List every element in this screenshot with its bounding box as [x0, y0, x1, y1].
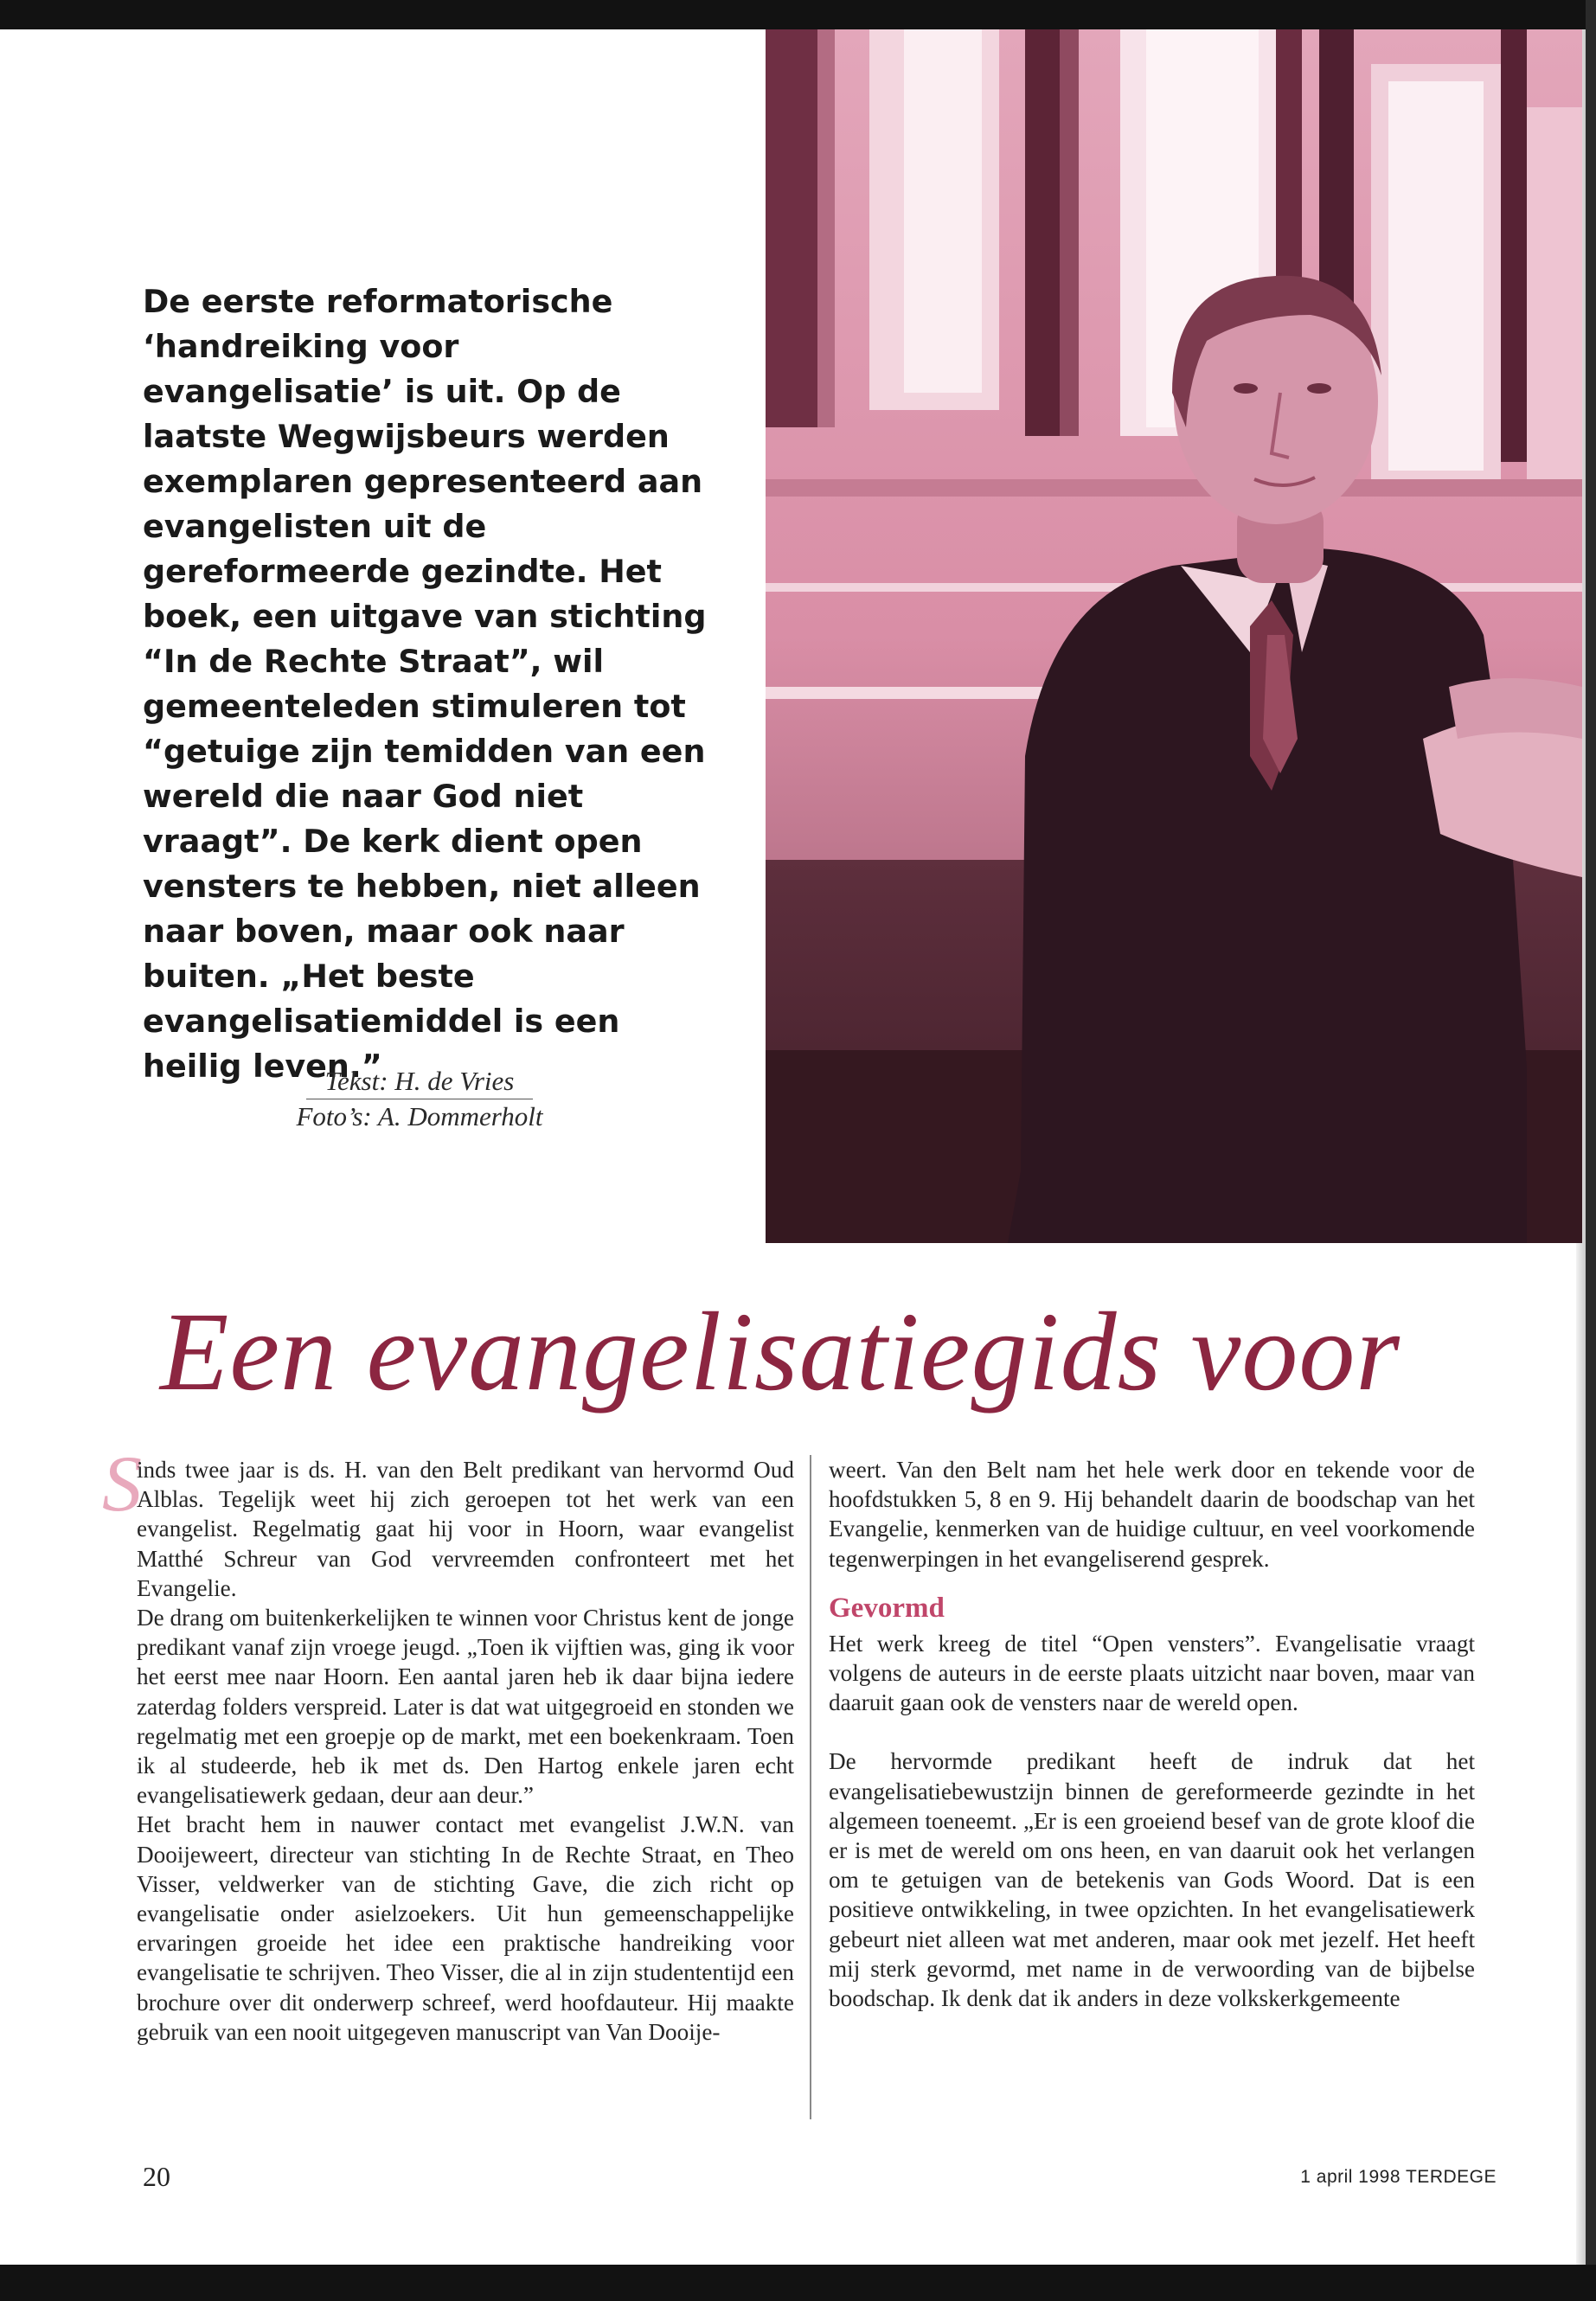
scan-border-right [1586, 0, 1596, 2301]
portrait-photo [766, 29, 1582, 1243]
column-divider [810, 1455, 811, 2119]
article-credits [290, 1066, 549, 1132]
credit-text-author: Tekst: H. de Vries [306, 1066, 534, 1099]
body-paragraph: De drang om buitenkerkelijken te winnen voor Christus kent de jonge predikant vanaf zijn vroege jeugd. „Toen ik vijftien was, ging ik voor het eerst mee naar Hoorn. Een aantal jaren heb ik daar bijna iedere zaterdag folders verspreid. Later is dat wat uitgegroeid en stonden we regelmatig met een groepje op de markt, met een boekenkraam. Toen ik al studeerde, heb ik met ds. Den Hartog enkele jaren echt evangelisatiewerk gedaan, deur aan deur.” [137, 1605, 794, 1809]
body-paragraph: De hervormde predikant heeft de indruk dat het evangelisatiebewustzijn binnen de gereformeerde gezindte in het algemeen toeneemt. „Er is een groeiend besef van de grote kloof die er is met de wereld om ons heen, en van daaruit ook het verlangen om te getuigen van de betekenis van Gods Woord. Dat is een positieve ontwikkeling, in twee opzichten. In het evangelisatiewerk gebeurt niet alleen wat met anderen, maar ook met jezelf. Het heeft mij sterk gevormd, met name in de verwoording van de bijbelse boodschap. Ik denk dat ik anders in deze volkskerkgemeente [829, 1748, 1475, 2012]
article-intro: De eerste reformatorische ‘handreiking voor evangelisatie’ is uit. Op de laatste Wegwijsbeurs werden exemplaren gepresenteerd aan evangelisten uit de gereformeerde gezindte. Het boek, een uitgave van stichting “In de Rechte Straat”, wil gemeenteleden stimuleren tot “getuige zijn temidden van een wereld die naar God niet vraagt”. De kerk dient open vensters te hebben, niet alleen naar boven, maar ook naar buiten. „Het beste evangelisatiemiddel is een heilig leven.” [143, 283, 707, 1085]
footer-issue-date: 1 april 1998 TERDEGE [1300, 2167, 1497, 2187]
body-column-right [829, 1455, 1475, 2013]
body-column-left [102, 1439, 794, 2047]
body-paragraph: weert. Van den Belt nam het hele werk door en tekende voor de hoofdstukken 5, 8 en 9. Hij behandelt daarin de boodschap van het Evangelie, kenmerken van de huidige cultuur, en veel voorkomende tegenwerpingen in het evangeliserend gesprek. [829, 1457, 1475, 1572]
paragraph-gap [829, 1717, 1475, 1747]
body-paragraph: Het bracht hem in nauwer contact met evangelist J.W.N. van Dooijeweert, directeur van stichting In de Rechte Straat, en Theo Visser, veldwerker van de stichting Gave, die zich richt op evangelisatie onder asielzoekers. Uit hun gemeenschappelijke ervaringen groeide het idee een praktische handreiking voor evangelisatie te schrijven. Theo Visser, die al in zijn studententijd een brochure over dit onderwerp schreef, werd hoofdauteur. Hij maakte gebruik van een nooit uitgegeven manuscript van Van Dooije- [137, 1811, 794, 2045]
credit-photographer: Foto’s: A. Dommerholt [296, 1101, 543, 1131]
scan-border-top [0, 0, 1596, 29]
scan-border-bottom [0, 2265, 1596, 2301]
body-paragraph: inds twee jaar is ds. H. van den Belt predikant van hervormd Oud Alblas. Tegelijk weet hij zich geroepen tot het werk van een evangelist. Regelmatig gaat hij voor in Hoorn, waar evangelist Matthé Schreur van God vervreemden confronteert met het Evangelie. [137, 1457, 794, 1601]
section-subhead: Gevormd [829, 1592, 945, 1624]
drop-cap: S [102, 1439, 142, 1528]
article-headline: Een evangelisatiegids voor [160, 1290, 1401, 1414]
page-number: 20 [143, 2161, 170, 2192]
portrait-photo-illustration [766, 29, 1582, 1243]
body-paragraph: Het werk kreeg de titel “Open vensters”. Evangelisatie vraagt volgens de auteurs in de eerste plaats uitzicht naar boven, maar van daaruit gaan ook de vensters naar de wereld open. [829, 1630, 1475, 1716]
